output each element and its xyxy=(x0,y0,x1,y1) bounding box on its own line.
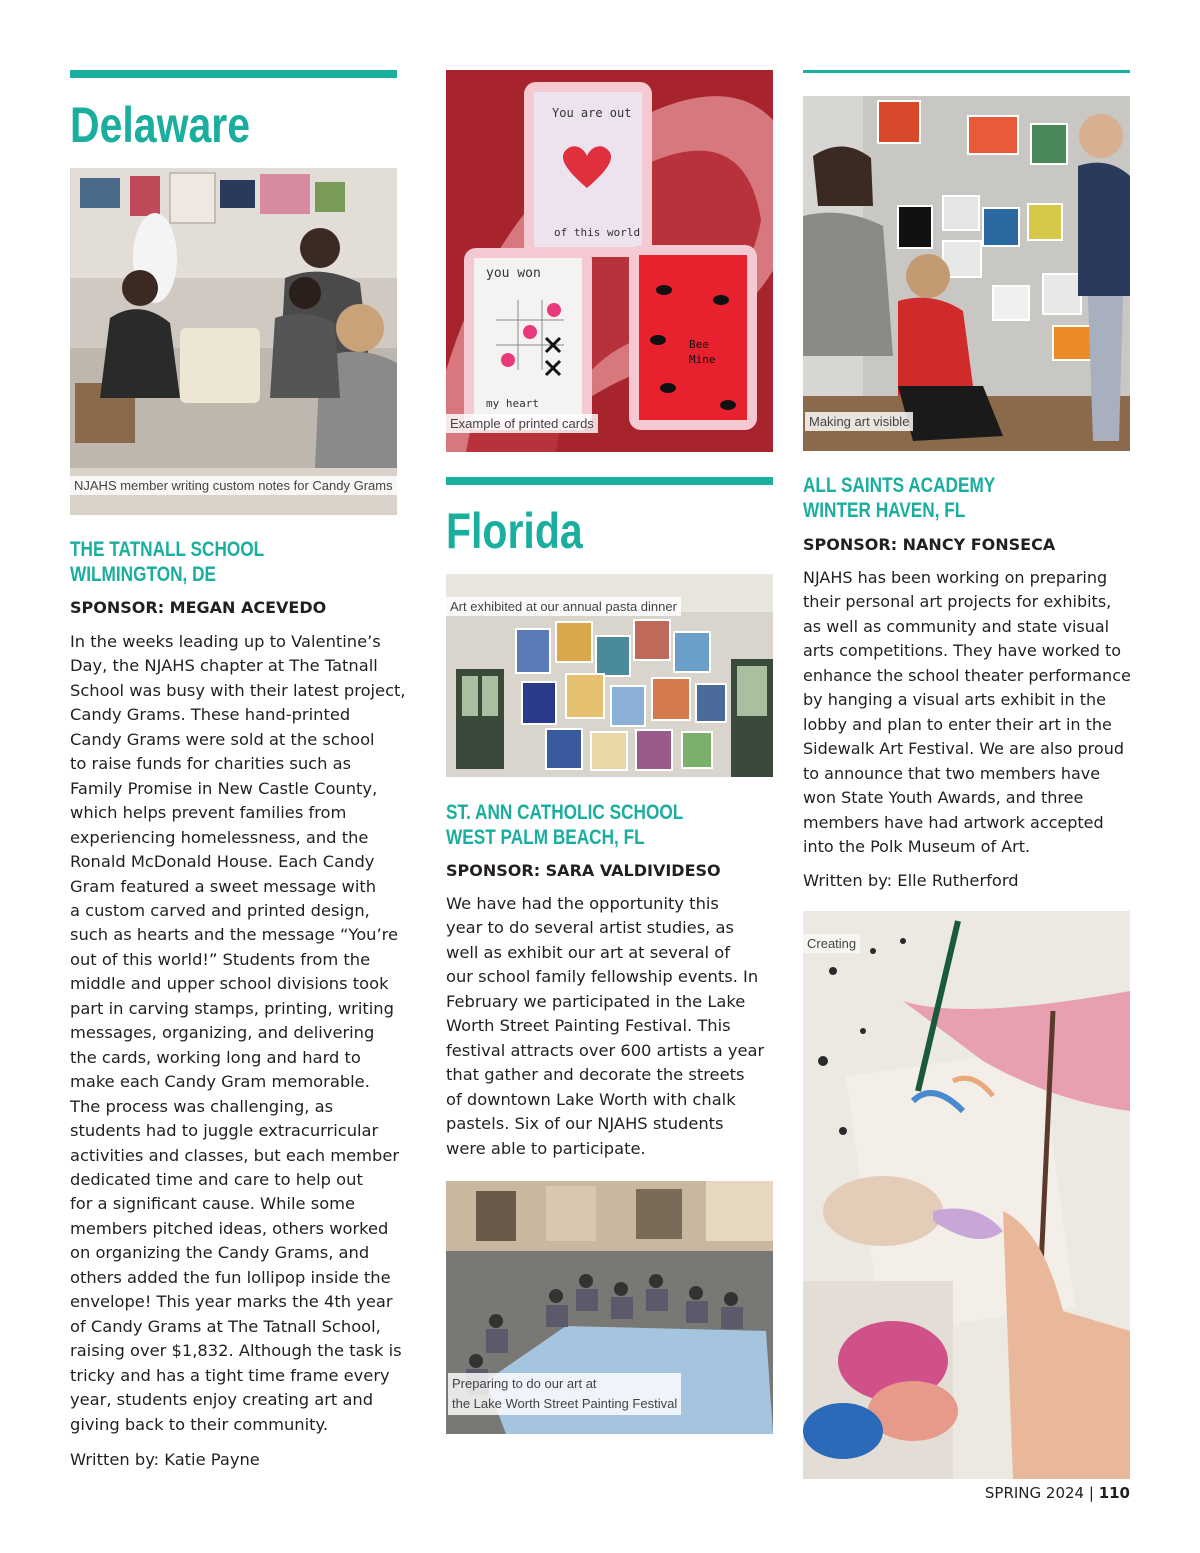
all-saints-sponsor: SPONSOR: NANCY FONSECA xyxy=(803,535,1056,554)
card3-mine-text: Mine xyxy=(689,353,716,366)
st-ann-school-location: WEST PALM BEACH, FL xyxy=(446,826,645,849)
delaware-heading: Delaware xyxy=(70,97,251,153)
all-saints-top-rule xyxy=(803,70,1130,73)
all-saints-school-name: ALL SAINTS ACADEMY xyxy=(803,474,996,497)
card2-top-text: you won xyxy=(486,266,541,281)
printed-cards-caption: Example of printed cards xyxy=(446,414,598,433)
florida-heading: Florida xyxy=(446,503,583,559)
all-saints-body-text: NJAHS has been working on preparing their personal art projects for exhibits, as well as community and state visual arts competitions. They have worked to enhance the school theater performance by hanging a visual arts exhibit in the lobby and plan to enter their art in the Sidewalk Art Festival. We are also proud to announce that two members have won State Youth Awards, and three members have had artwork accepted into the Polk Museum of Art. xyxy=(803,568,1131,856)
candy-grams-photo xyxy=(70,168,397,515)
page-number: 110 xyxy=(1098,1484,1130,1502)
card1-bottom-text: of this world xyxy=(554,226,641,239)
street-painting-photo xyxy=(446,1181,773,1434)
pasta-dinner-photo xyxy=(446,574,773,777)
delaware-top-rule xyxy=(70,70,397,78)
street-painting-caption xyxy=(448,1373,681,1415)
tatnall-school-location: WILMINGTON, DE xyxy=(70,563,217,586)
st-ann-sponsor: SPONSOR: SARA VALDIVIDESO xyxy=(446,861,721,880)
issue-label: SPRING 2024 | xyxy=(984,1484,1094,1502)
florida-top-rule xyxy=(446,477,773,485)
page-footer xyxy=(985,1484,1130,1502)
tatnall-written-by: Written by: Katie Payne xyxy=(70,1450,260,1469)
st-ann-body-text: We have had the opportunity this year to do several artist studies, as well as exhibit our art at several of our school family fellowship events. In February we participated in the Lake Worth Street Painting Festival. This festival attracts over 600 artists a year that gather and decorate the streets of downtown Lake Worth with chalk pastels. Six of our NJAHS students were able to participate. xyxy=(446,894,765,1158)
art-visible-caption: Making art visible xyxy=(805,412,913,431)
card3-bee-text: Bee xyxy=(689,338,709,351)
card2-bottom-text: my heart xyxy=(486,397,539,410)
tatnall-body-text: In the weeks leading up to Valentine’s Day, the NJAHS chapter at The Tatnall School was busy with their latest project, Candy Grams. These hand-printed Candy Grams were sold at the school to raise funds for charities such as Family Promise in New Castle County, which helps prevent families from experiencing homelessness, and the Ronald McDonald House. Each Candy Gram featured a sweet message with a custom carved and printed design, such as hearts and the message “You’re out of this world!” Students from the middle and upper school divisions took part in carving stamps, printing, writing messages, organizing, and delivering the cards, working long and hard to make each Candy Gram memorable. The process was challenging, as students had to juggle extracurricular activities and classes, but each member dedicated time and care to help out for a significant cause. While some members pitched ideas, others worked on organizing the Candy Grams, and others added the fun lollipop inside the envelope! This year marks the 4th year of Candy Grams at The Tatnall School, raising over $1,832. Although the task is tricky and has a tight time frame every year, students enjoy creating art and giving back to their community. xyxy=(70,632,406,1434)
all-saints-school-location: WINTER HAVEN, FL xyxy=(803,499,966,522)
st-ann-school-name: ST. ANN CATHOLIC SCHOOL xyxy=(446,801,684,824)
pasta-dinner-caption: Art exhibited at our annual pasta dinner xyxy=(446,597,681,616)
art-exhibit-photo xyxy=(803,96,1130,451)
tatnall-sponsor: SPONSOR: MEGAN ACEVEDO xyxy=(70,598,327,617)
street-painting-caption-line2: the Lake Worth Street Painting Festival xyxy=(452,1396,678,1411)
printed-cards-photo xyxy=(446,70,773,452)
candy-grams-caption: NJAHS member writing custom notes for Candy Grams xyxy=(70,476,397,495)
street-painting-caption-line1: Preparing to do our art at xyxy=(452,1376,597,1391)
creating-caption: Creating xyxy=(803,934,860,953)
creating-photo xyxy=(803,911,1130,1479)
all-saints-written-by: Written by: Elle Rutherford xyxy=(803,871,1019,890)
card1-top-text: You are out xyxy=(552,106,632,120)
tatnall-school-name: THE TATNALL SCHOOL xyxy=(70,538,265,561)
